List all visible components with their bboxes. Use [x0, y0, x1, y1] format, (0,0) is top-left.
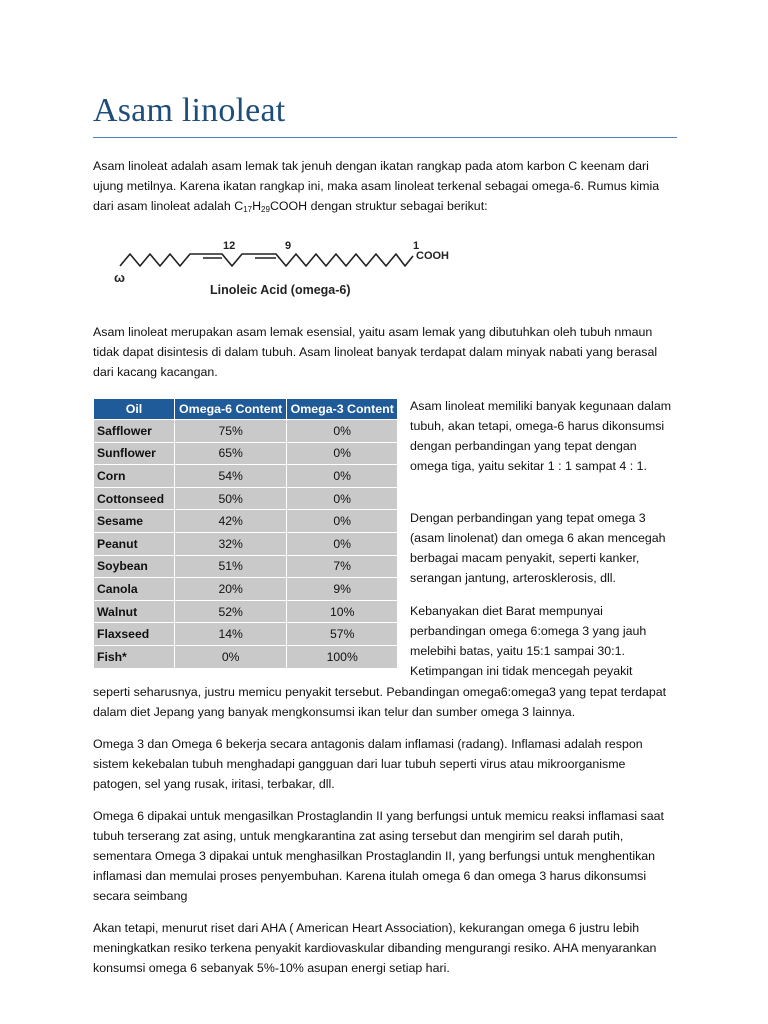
usage-paragraph: Asam linoleat memiliki banyak kegunaan dalam tubuh, akan tetapi, omega-6 harus dikonsumsi dengan perbandingan yang tepat dengan omega tiga, yaitu sekitar 1 : 1 sampat 4 : 1.	[410, 399, 672, 473]
table-header-row	[94, 399, 397, 419]
omega-3-value: 57%	[287, 623, 397, 645]
omega-3-value: 0%	[287, 510, 397, 532]
oil-name: Fish*	[94, 646, 174, 668]
omega-6-value: 54%	[175, 465, 287, 487]
omega-3-value: 0%	[287, 465, 397, 487]
omega-6-value: 0%	[175, 646, 287, 668]
carbon-label-1: 1	[413, 240, 420, 252]
omega-3-value: 10%	[287, 601, 397, 623]
prostaglandin-paragraph: Omega 6 dipakai untuk mengasilkan Prostaglandin II yang berfungsi untuk memicu reaksi inflamasi saat tubuh terserang zat asing, untuk mengkarantina zat asing tersebut dan mengirim sel darah putih, sementara Omega 3 dipakai untuk menghasilkan Prostaglandin II, yang berfungsi untuk menghentikan inflamasi dan memulai proses penyembuhan. Karena itulah omega 6 dan omega 3 harus dikonsumsi secara seimbang	[93, 809, 664, 903]
oil-name: Safflower	[94, 420, 174, 442]
diagram-caption: Linoleic Acid (omega-6)	[210, 283, 351, 297]
table-row	[94, 646, 397, 668]
header-oil: Oil	[94, 399, 174, 419]
oil-name: Sesame	[94, 510, 174, 532]
cooh-group: COOH	[416, 250, 449, 262]
omega-3-value: 0%	[287, 443, 397, 465]
aha-paragraph: Akan tetapi, menurut riset dari AHA ( American Heart Association), kekurangan omega 6 justru lebih meningkatkan resiko terkena penyakit kardiovaskular dibanding mengurangi resiko. AHA menyarankan konsumsi omega 6 sebanyak 5%-10% asupan energi setiap hari.	[93, 921, 657, 975]
oil-name: Cottonseed	[94, 488, 174, 510]
oil-name: Corn	[94, 465, 174, 487]
page-title: Asam linoleat	[93, 92, 286, 129]
oil-name: Soybean	[94, 556, 174, 578]
omega-6-value: 50%	[175, 488, 287, 510]
omega-6-value: 20%	[175, 578, 287, 600]
omega-6-value: 32%	[175, 533, 287, 555]
table-row	[94, 443, 397, 465]
header-omega-6: Omega-6 Content	[175, 399, 287, 419]
linoleic-acid-structure-diagram	[100, 234, 470, 304]
omega-6-value: 14%	[175, 623, 287, 645]
oil-name: Peanut	[94, 533, 174, 555]
carbon-label-9: 9	[285, 240, 292, 252]
oil-name: Walnut	[94, 601, 174, 623]
table-row	[94, 510, 397, 532]
oil-name: Flaxseed	[94, 623, 174, 645]
omega-3-value: 7%	[287, 556, 397, 578]
carbon-label-12: 12	[223, 240, 236, 252]
omega-3-value: 0%	[287, 420, 397, 442]
table-row	[94, 601, 397, 623]
chemical-formula: $C_{17}H_{29}COOH$	[234, 199, 308, 214]
oil-name: Canola	[94, 578, 174, 600]
antagonism-paragraph: Omega 3 dan Omega 6 bekerja secara antagonis dalam inflamasi (radang). Inflamasi adalah respon sistem kekebalan tubuh menghadapi gangguan dari luar tubuh seperti virus atau mikroorganisme patogen, sel yang rusak, iritasi, terbakar, dll.	[93, 737, 643, 791]
carbon-chain	[120, 254, 413, 266]
intro-text: Asam linoleat adalah asam lemak tak jenuh dengan ikatan rangkap pada atom karbon C keenam dari ujung metilnya. Karena ikatan rangkap ini, maka asam linoleat terkenal sebagai omega-6. Rumus kimia dari asam linoleat adalah	[93, 159, 660, 213]
omega-6-value: 42%	[175, 510, 287, 532]
omega-6-value: 52%	[175, 601, 287, 623]
table-row	[94, 488, 397, 510]
essential-fatty-acid-paragraph: Asam linoleat merupakan asam lemak esensial, yaitu asam lemak yang dibutuhkan oleh tubuh nmaun tidak dapat disintesis di dalam tubuh. Asam linoleat banyak terdapat dalam minyak nabati yang berasal dari kacang kacangan.	[93, 325, 658, 379]
western-diet-paragraph-continued: seperti seharusnya, justru memicu penyakit tersebut. Pebandingan omega6:omega3 yang tepat terdapat dalam diet Jepang yang banyak mengkonsumsi ikan telur dan sumber omega 3 lainnya.	[93, 685, 667, 719]
intro-paragraph	[93, 156, 677, 220]
omega-6-value: 65%	[175, 443, 287, 465]
table-row	[94, 420, 397, 442]
table-row	[94, 578, 397, 600]
omega-3-value: 0%	[287, 488, 397, 510]
omega-6-value: 51%	[175, 556, 287, 578]
omega-3-value: 0%	[287, 533, 397, 555]
table-row	[94, 623, 397, 645]
western-diet-paragraph: Kebanyakan diet Barat mempunyai perbandingan omega 6:omega 3 yang jauh melebihi batas, yaitu 15:1 sampai 30:1. Ketimpangan ini tidak mencegah peyakit	[410, 604, 647, 678]
omega-3-value: 100%	[287, 646, 397, 668]
intro-text-end: dengan struktur sebagai berikut:	[307, 199, 488, 213]
omega-symbol: ω	[114, 270, 125, 285]
omega-3-value: 9%	[287, 578, 397, 600]
header-omega-3: Omega-3 Content	[287, 399, 397, 419]
omega-6-value: 75%	[175, 420, 287, 442]
table-row	[94, 556, 397, 578]
oil-name: Sunflower	[94, 443, 174, 465]
ratio-paragraph: Dengan perbandingan yang tepat omega 3 (asam linolenat) dan omega 6 akan mencegah berbagai macam penyakit, seperti kanker, serangan jantung, arterosklerosis, dll.	[410, 511, 666, 585]
table-row	[94, 533, 397, 555]
table-row	[94, 465, 397, 487]
title-underline	[93, 137, 677, 138]
oil-omega-content-table	[93, 398, 398, 669]
